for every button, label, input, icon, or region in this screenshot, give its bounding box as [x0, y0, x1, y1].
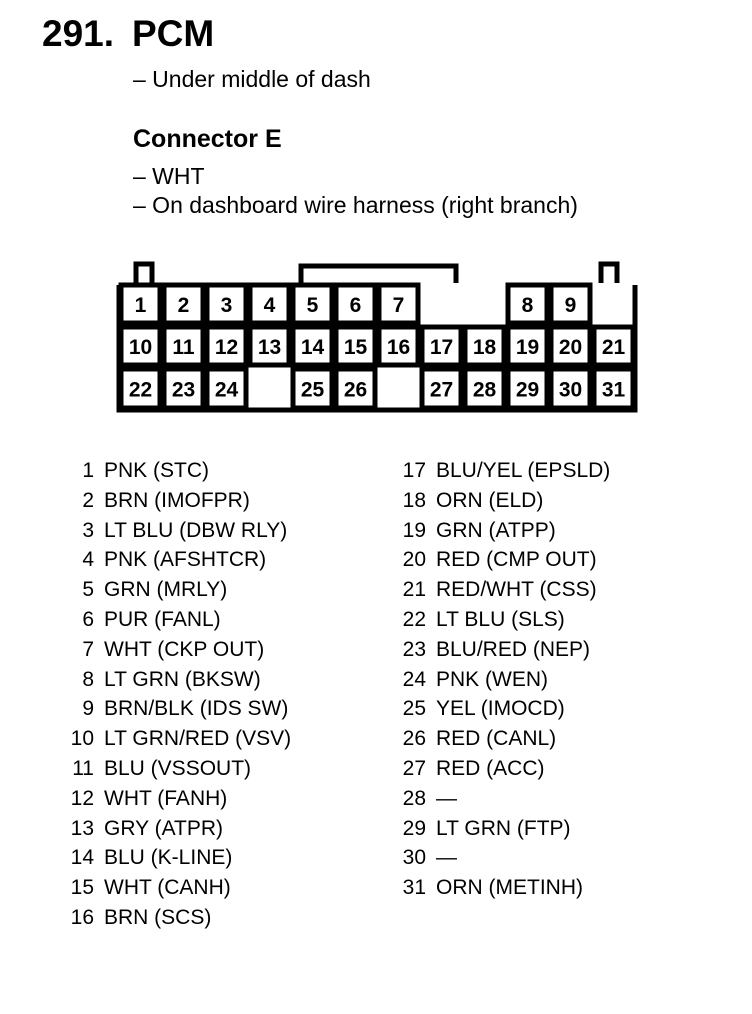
- pin-row: [60, 635, 291, 665]
- connector-color: – WHT: [133, 163, 205, 189]
- connector-pin-label: 4: [263, 294, 276, 317]
- pin-description: LT GRN (FTP): [436, 816, 571, 840]
- connector-pin-label: 7: [392, 294, 405, 317]
- pin-number: 12: [70, 786, 94, 810]
- pin-description: PNK (AFSHTCR): [104, 548, 267, 572]
- connector-pin-label: 3: [220, 294, 233, 317]
- pin-row: [60, 545, 291, 575]
- connector-pin-label: 31: [601, 378, 626, 402]
- pin-number: 16: [70, 905, 94, 929]
- connector-pin-label: 15: [343, 336, 368, 359]
- pin-description: BRN (SCS): [104, 905, 212, 929]
- pin-row: [60, 754, 291, 784]
- connector-pin-label: 12: [214, 336, 239, 359]
- connector-pin-label: 22: [128, 378, 153, 402]
- pin-row: [60, 665, 291, 695]
- connector-pin-label: 20: [558, 336, 583, 359]
- pin-row: [390, 843, 610, 873]
- connector-pin-label: 6: [349, 294, 362, 317]
- pin-description: BRN (IMOFPR): [104, 488, 250, 512]
- pin-number: 26: [402, 727, 426, 751]
- connector-pin-label: 1: [134, 294, 147, 317]
- pin-number: 19: [402, 518, 426, 542]
- pin-description: —: [436, 846, 457, 870]
- pin-number: 8: [82, 667, 94, 691]
- pin-description: GRN (MRLY): [104, 578, 228, 602]
- pin-number: 4: [82, 548, 94, 572]
- pin-row: [60, 843, 291, 873]
- connector-pin-label: 25: [300, 378, 325, 402]
- connector-pin-label: 8: [521, 294, 534, 317]
- pin-description: GRY (ATPR): [104, 816, 224, 840]
- pin-row: [390, 456, 610, 486]
- connector-pin-label: 13: [257, 336, 282, 359]
- pin-description: RED (CMP OUT): [436, 548, 597, 572]
- pin-number: 21: [402, 578, 426, 602]
- pin-description: WHT (CANH): [104, 876, 231, 900]
- pin-description: WHT (FANH): [104, 786, 228, 810]
- connector-pin-label: 10: [128, 336, 153, 359]
- pin-number: 5: [82, 578, 94, 602]
- pin-description: BLU (VSSOUT): [104, 756, 252, 780]
- pin-row: [60, 814, 291, 844]
- pin-description: LT BLU (SLS): [436, 607, 565, 631]
- pin-number: 11: [72, 756, 94, 780]
- pin-number: 24: [402, 667, 426, 691]
- pin-number: 23: [402, 637, 426, 661]
- pin-row: [60, 456, 291, 486]
- pin-row: [390, 635, 610, 665]
- pin-description: LT GRN/RED (VSV): [104, 727, 292, 751]
- connector-pin-label: 16: [386, 336, 411, 359]
- pin-number: 9: [82, 697, 94, 721]
- pin-description: ORN (METINH): [436, 876, 583, 900]
- connector-pin-label: 19: [515, 336, 540, 359]
- pin-description: YEL (IMOCD): [436, 697, 565, 721]
- pin-number: 18: [402, 488, 426, 512]
- pin-description: PNK (WEN): [436, 667, 548, 691]
- pin-number: 13: [70, 816, 94, 840]
- pin-description: LT BLU (DBW RLY): [104, 518, 288, 542]
- connector-pin-label: 21: [601, 336, 626, 359]
- connector-pin-label: 23: [171, 378, 196, 402]
- pin-row: [60, 694, 291, 724]
- connector-pin-label: 27: [429, 378, 454, 402]
- connector-pin-label: 2: [177, 294, 190, 317]
- connector-name: Connector E: [133, 125, 282, 153]
- pin-row: [390, 545, 610, 575]
- pin-row: [60, 516, 291, 546]
- pin-number: 15: [70, 876, 94, 900]
- component-name: PCM: [132, 13, 215, 54]
- connector-pin-label: 24: [214, 378, 239, 402]
- pin-number: 29: [402, 816, 426, 840]
- connector-latch: [301, 266, 456, 283]
- pin-number: 2: [82, 488, 94, 512]
- pin-row: [390, 754, 610, 784]
- pin-number: 6: [82, 607, 94, 631]
- pin-description: PNK (STC): [104, 459, 209, 482]
- connector-pin-label: 28: [472, 378, 497, 402]
- pin-number: 10: [70, 727, 94, 751]
- pin-row: [390, 516, 610, 546]
- component-number: 291.: [42, 13, 115, 54]
- pin-description: BRN/BLK (IDS SW): [104, 697, 289, 721]
- pin-row: [60, 873, 291, 903]
- pin-row: [390, 814, 610, 844]
- pin-row: [390, 575, 610, 605]
- pin-description: RED (CANL): [436, 727, 557, 751]
- pin-row: [390, 665, 610, 695]
- pin-row: [60, 724, 291, 754]
- pin-description: BLU (K-LINE): [104, 846, 233, 870]
- connector-pin-label: 14: [300, 336, 325, 359]
- connector-pin-label: 11: [172, 336, 195, 359]
- pin-number: 31: [402, 876, 426, 900]
- pin-number: 1: [82, 459, 94, 482]
- pin-row: [390, 694, 610, 724]
- connector-pin-label: 30: [558, 378, 583, 402]
- pin-number: 25: [402, 697, 426, 721]
- pin-number: 20: [402, 548, 426, 572]
- connector-outline: [119, 264, 635, 410]
- pin-description: PUR (FANL): [104, 607, 221, 631]
- pin-description: WHT (CKP OUT): [104, 637, 265, 661]
- pin-row: [60, 575, 291, 605]
- pin-number: 30: [402, 846, 426, 870]
- pin-list-right: [390, 456, 610, 903]
- pin-number: 7: [82, 637, 94, 661]
- connector-key-right: [601, 264, 617, 283]
- pin-number: 14: [70, 846, 94, 870]
- pin-number: 22: [402, 607, 426, 631]
- pin-description: BLU/YEL (EPSLD): [436, 459, 611, 482]
- pin-row: [390, 784, 610, 814]
- pin-description: RED (ACC): [436, 756, 545, 780]
- connector-key-left: [136, 264, 152, 283]
- pin-description: BLU/RED (NEP): [436, 637, 591, 661]
- pin-number: 27: [402, 756, 426, 780]
- pin-row: [60, 486, 291, 516]
- connector-pin-label: 18: [472, 336, 497, 359]
- pin-number: 28: [402, 786, 426, 810]
- pin-row: [60, 605, 291, 635]
- pin-number: 17: [402, 459, 426, 482]
- pin-list-left: [60, 456, 291, 933]
- connector-pin-label: 9: [564, 294, 577, 317]
- pin-description: RED/WHT (CSS): [436, 578, 597, 602]
- connector-diagram: [0, 0, 752, 440]
- pin-row: [390, 724, 610, 754]
- pin-number: 3: [82, 518, 94, 542]
- connector-harness: – On dashboard wire harness (right branch): [133, 192, 578, 218]
- pin-row: [60, 784, 291, 814]
- connector-pin-label: 29: [515, 378, 540, 402]
- pin-description: ORN (ELD): [436, 488, 544, 512]
- connector-pin-label: 5: [306, 294, 319, 317]
- pin-row: [390, 873, 610, 903]
- pin-description: GRN (ATPP): [436, 518, 556, 542]
- pin-row: [390, 486, 610, 516]
- connector-pin-label: 17: [429, 336, 454, 359]
- pin-row: [390, 605, 610, 635]
- pin-description: LT GRN (BKSW): [104, 667, 261, 691]
- pin-description: —: [436, 786, 457, 810]
- connector-pin-label: 26: [343, 378, 368, 402]
- component-location: – Under middle of dash: [133, 66, 371, 92]
- pin-row: [60, 903, 291, 933]
